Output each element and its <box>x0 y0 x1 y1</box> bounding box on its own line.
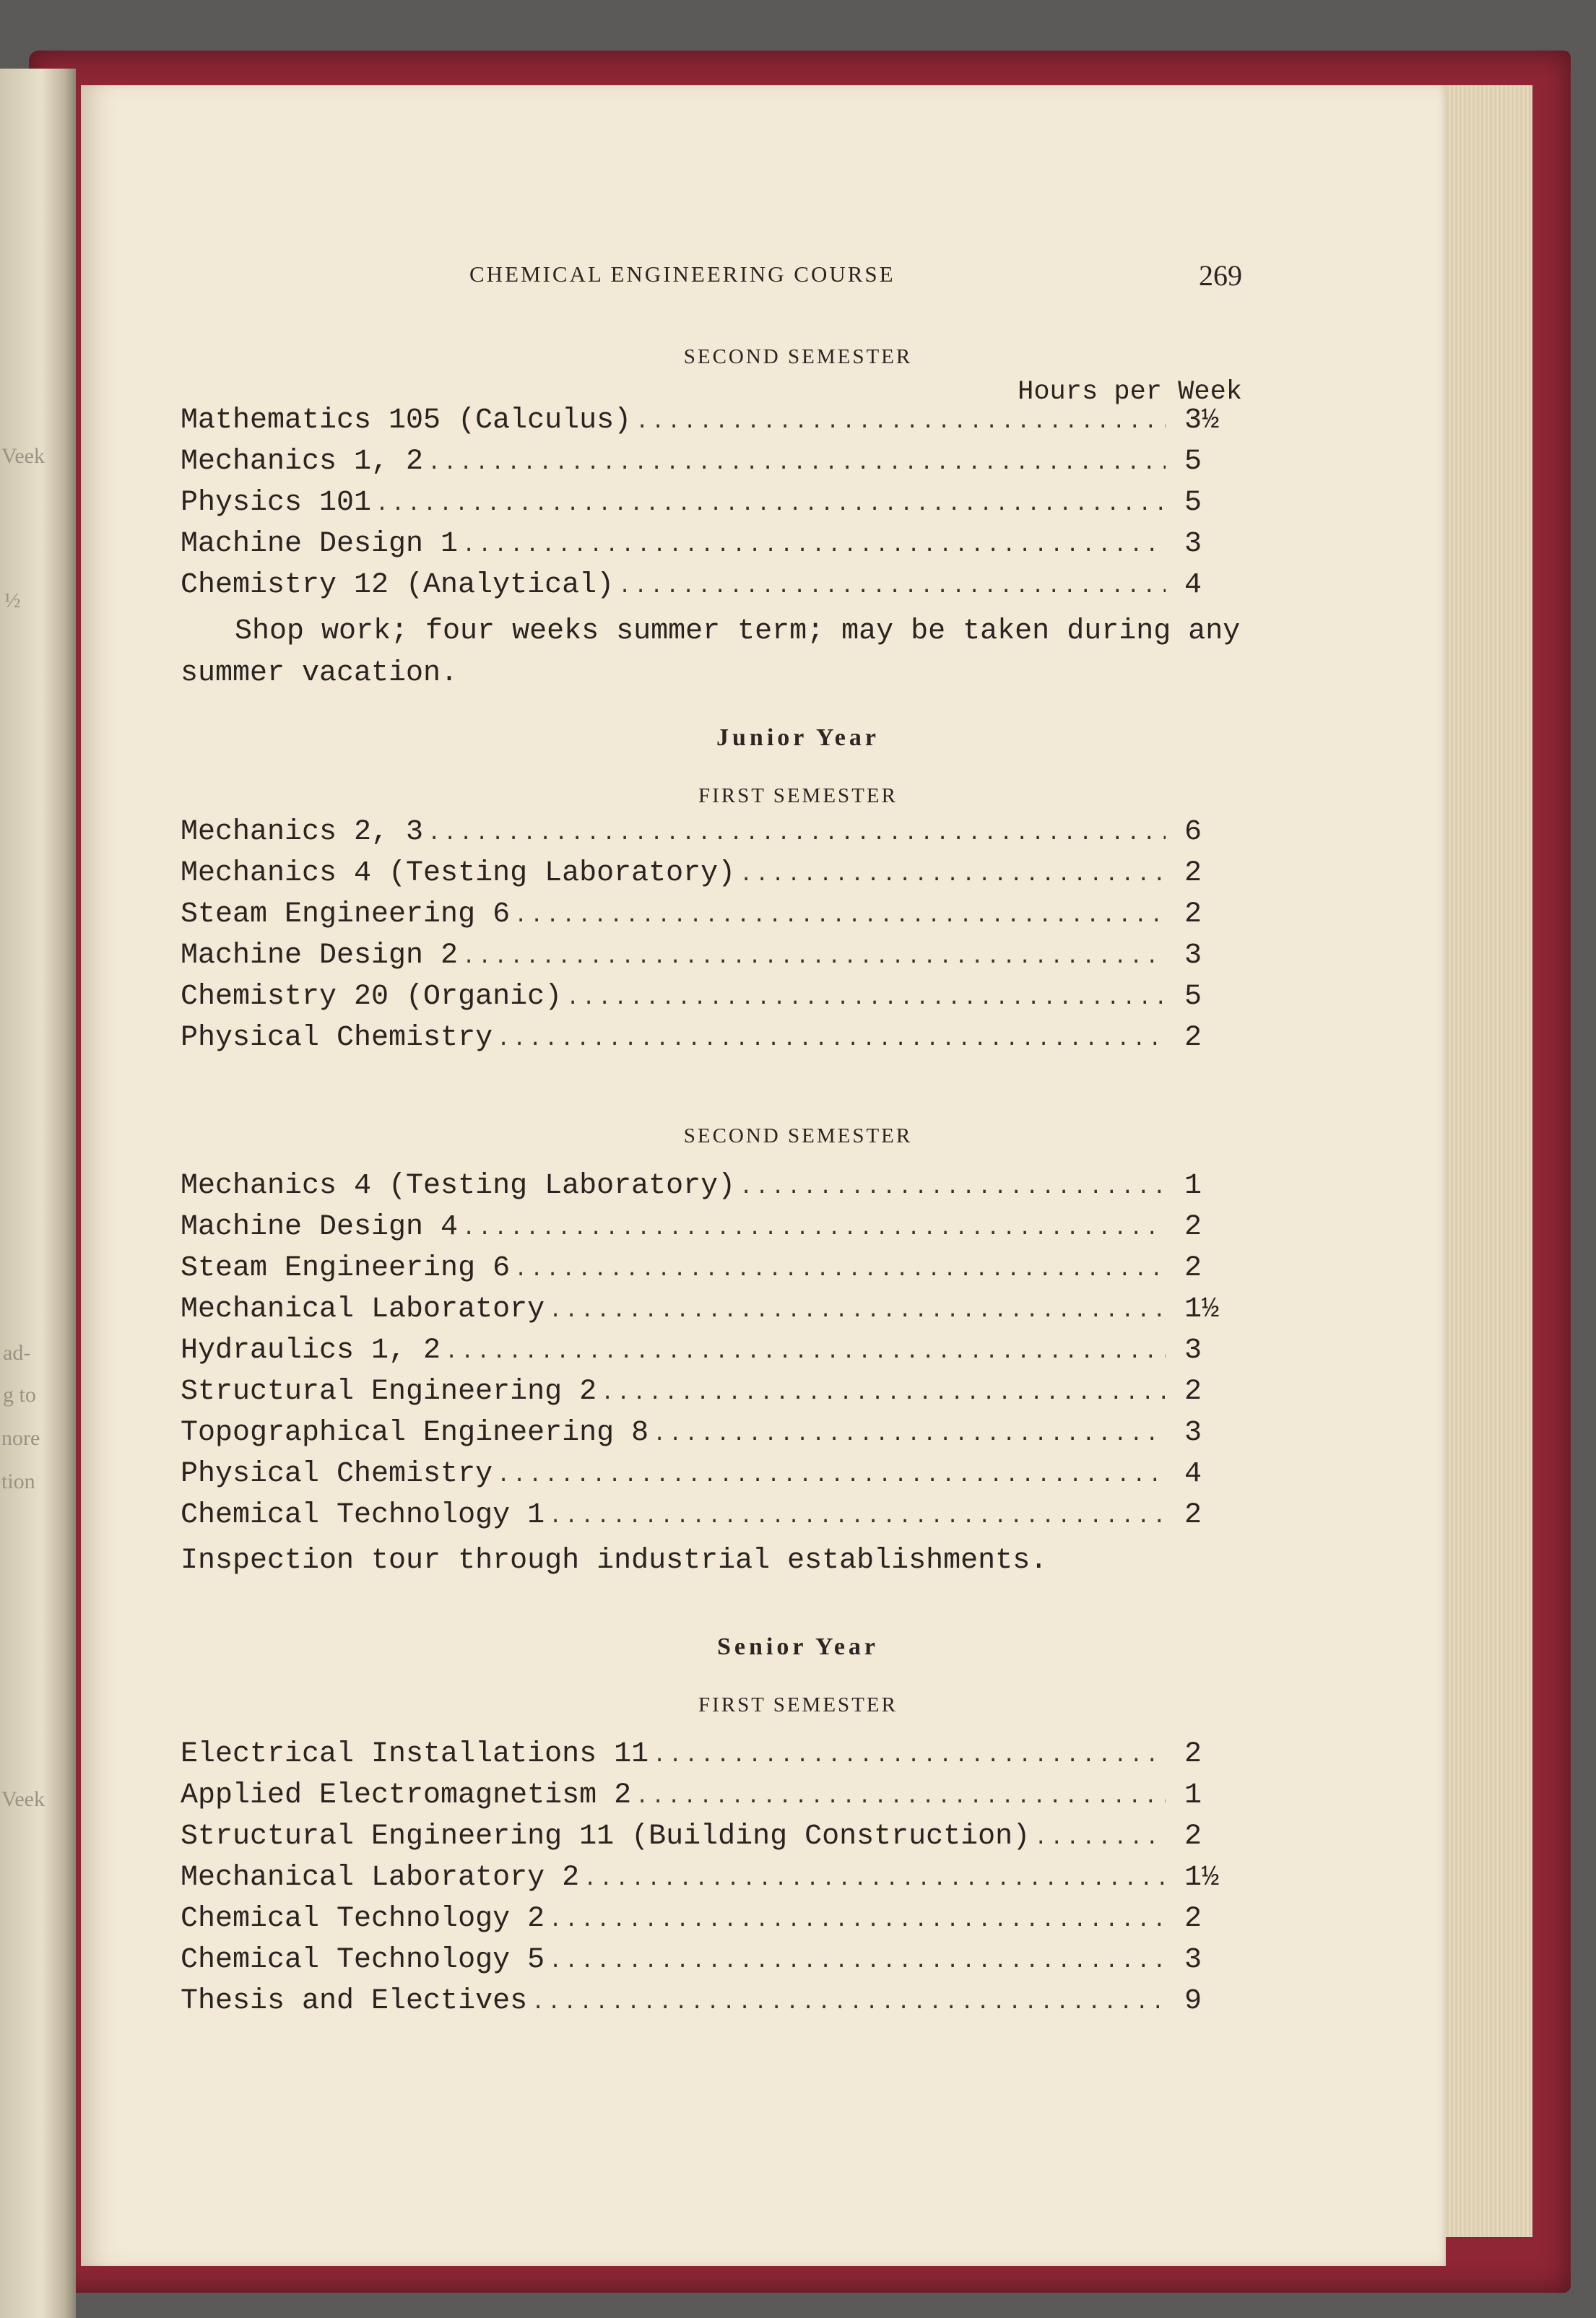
course-row <box>181 981 1249 1020</box>
hours-value: 2 <box>1184 1738 1202 1771</box>
course-row <box>181 1170 1249 1209</box>
leader-dots <box>497 1028 1166 1052</box>
semester-heading: FIRST SEMESTER <box>698 784 898 807</box>
course-name: Mechanical Laboratory <box>181 1293 545 1326</box>
course-name: Physics 101 <box>181 487 372 519</box>
hours-value: 2 <box>1184 1252 1202 1285</box>
course-name: Machine Design 2 <box>181 939 459 972</box>
course-row <box>181 898 1249 937</box>
course-row <box>181 1293 1249 1332</box>
course-row <box>181 404 1249 443</box>
course-row <box>181 1820 1249 1859</box>
hours-value: 5 <box>1184 487 1202 519</box>
leader-dots <box>497 1464 1166 1488</box>
course-name: Electrical Installations 11 <box>181 1738 649 1771</box>
course-row <box>181 1417 1249 1456</box>
course-row <box>181 1376 1249 1415</box>
course-row <box>181 1738 1249 1777</box>
course-name: Mathematics 105 (Calculus) <box>181 404 632 437</box>
course-name: Steam Engineering 6 <box>181 1252 511 1285</box>
course-row <box>181 1903 1249 1942</box>
course-row <box>181 1458 1249 1497</box>
hours-value: 3 <box>1184 528 1202 560</box>
course-row <box>181 857 1249 896</box>
hours-value: 3 <box>1184 1944 1202 1976</box>
course-row <box>181 1211 1249 1250</box>
course-row <box>181 446 1249 485</box>
course-row <box>181 1252 1249 1291</box>
course-name: Applied Electromagnetism 2 <box>181 1779 632 1812</box>
leader-dots <box>566 986 1166 1011</box>
facing-page-fragment: nore <box>1 1426 40 1450</box>
leader-dots <box>514 904 1166 929</box>
leader-dots <box>740 863 1166 887</box>
hours-value: 2 <box>1184 1820 1202 1853</box>
course-name: Machine Design 1 <box>181 528 459 560</box>
course-name: Chemistry 12 (Analytical) <box>181 569 615 602</box>
hours-value: 3 <box>1184 1334 1202 1367</box>
hours-value: 4 <box>1184 1458 1202 1490</box>
leader-dots <box>428 451 1166 476</box>
course-row <box>181 528 1249 567</box>
course-row <box>181 1862 1249 1901</box>
leader-dots <box>549 1950 1166 1974</box>
leader-dots <box>428 822 1166 846</box>
course-row <box>181 1985 1249 2024</box>
course-name: Mechanics 4 (Testing Laboratory) <box>181 857 736 890</box>
hours-value: 2 <box>1184 1903 1202 1935</box>
leader-dots <box>532 1991 1166 2015</box>
hours-value: 2 <box>1184 1499 1202 1532</box>
facing-page-fragment: tion <box>1 1470 35 1493</box>
course-row <box>181 569 1249 608</box>
hours-value: 1½ <box>1184 1862 1220 1894</box>
year-heading: Junior Year <box>716 724 880 751</box>
hours-value: 1 <box>1184 1779 1202 1812</box>
running-head-title: CHEMICAL ENGINEERING COURSE <box>469 261 895 287</box>
course-row <box>181 816 1249 855</box>
hours-value: 4 <box>1184 569 1202 602</box>
course-name: Mechanical Laboratory 2 <box>181 1862 580 1894</box>
hours-value: 2 <box>1184 1022 1202 1054</box>
course-row <box>181 1779 1249 1818</box>
note-paragraph: Shop work; four weeks summer term; may be taken during any summer vacation. <box>181 615 1241 690</box>
course-name: Hydraulics 1, 2 <box>181 1334 441 1367</box>
year-heading: Senior Year <box>716 1633 880 1660</box>
semester-heading: FIRST SEMESTER <box>698 1693 898 1716</box>
page-number: 269 <box>1199 259 1242 292</box>
course-name: Chemical Technology 2 <box>181 1903 545 1935</box>
leader-dots <box>549 1505 1166 1529</box>
leader-dots <box>740 1176 1166 1200</box>
course-row <box>181 939 1249 978</box>
leader-dots <box>462 1217 1166 1241</box>
running-header <box>469 259 1242 295</box>
leader-dots <box>653 1423 1166 1447</box>
facing-page-fragment: ½ <box>4 589 21 612</box>
semester-heading: SECOND SEMESTER <box>683 1124 913 1147</box>
course-name: Chemistry 20 (Organic) <box>181 981 563 1013</box>
course-name: Structural Engineering 2 <box>181 1376 597 1408</box>
leader-dots <box>462 945 1166 970</box>
facing-page-fragment: Veek <box>1 444 45 468</box>
leader-dots <box>601 1381 1166 1406</box>
leader-dots <box>445 1340 1166 1365</box>
course-name: Chemical Technology 1 <box>181 1499 545 1532</box>
course-name: Mechanics 2, 3 <box>181 816 424 848</box>
facing-page-fragment: g to <box>3 1383 36 1407</box>
course-name: Topographical Engineering 8 <box>181 1417 649 1449</box>
course-row <box>181 1499 1249 1538</box>
leader-dots <box>376 492 1166 517</box>
leader-dots <box>636 410 1166 435</box>
leader-dots <box>653 1744 1166 1768</box>
course-name: Structural Engineering 11 (Building Construction) <box>181 1820 1031 1853</box>
hours-value: 6 <box>1184 816 1202 848</box>
leader-dots <box>618 575 1166 599</box>
course-name: Mechanics 1, 2 <box>181 446 424 478</box>
hours-value: 9 <box>1184 1985 1202 2018</box>
hours-value: 2 <box>1184 1211 1202 1243</box>
course-row <box>181 1944 1249 1983</box>
course-name: Physical Chemistry <box>181 1022 493 1054</box>
note-paragraph: Inspection tour through industrial establishments. <box>181 1545 1048 1577</box>
leader-dots <box>636 1785 1166 1810</box>
hours-value: 1½ <box>1184 1293 1220 1326</box>
leader-dots <box>1034 1826 1166 1851</box>
course-name: Machine Design 4 <box>181 1211 459 1243</box>
semester-heading: SECOND SEMESTER <box>683 345 913 368</box>
course-name: Steam Engineering 6 <box>181 898 511 931</box>
course-row <box>181 487 1249 526</box>
course-name: Physical Chemistry <box>181 1458 493 1490</box>
course-name: Mechanics 4 (Testing Laboratory) <box>181 1170 736 1202</box>
leader-dots <box>549 1299 1166 1324</box>
leader-dots <box>514 1258 1166 1282</box>
hours-value: 1 <box>1184 1170 1202 1202</box>
hours-value: 5 <box>1184 446 1202 478</box>
hours-per-week-label: Hours per Week <box>1018 377 1242 407</box>
hours-value: 2 <box>1184 857 1202 890</box>
facing-page-fragment: ad- <box>3 1341 31 1365</box>
hours-value: 3 <box>1184 939 1202 972</box>
course-row <box>181 1334 1249 1373</box>
hours-value: 3½ <box>1184 404 1220 437</box>
course-name: Thesis and Electives <box>181 1985 528 2018</box>
course-name: Chemical Technology 5 <box>181 1944 545 1976</box>
leader-dots <box>549 1909 1166 1933</box>
hours-value: 2 <box>1184 1376 1202 1408</box>
leader-dots <box>462 534 1166 558</box>
hours-value: 2 <box>1184 898 1202 931</box>
hours-value: 3 <box>1184 1417 1202 1449</box>
facing-page-fragment: Veek <box>1 1787 45 1811</box>
hours-value: 5 <box>1184 981 1202 1013</box>
course-row <box>181 1022 1249 1061</box>
leader-dots <box>584 1867 1166 1892</box>
